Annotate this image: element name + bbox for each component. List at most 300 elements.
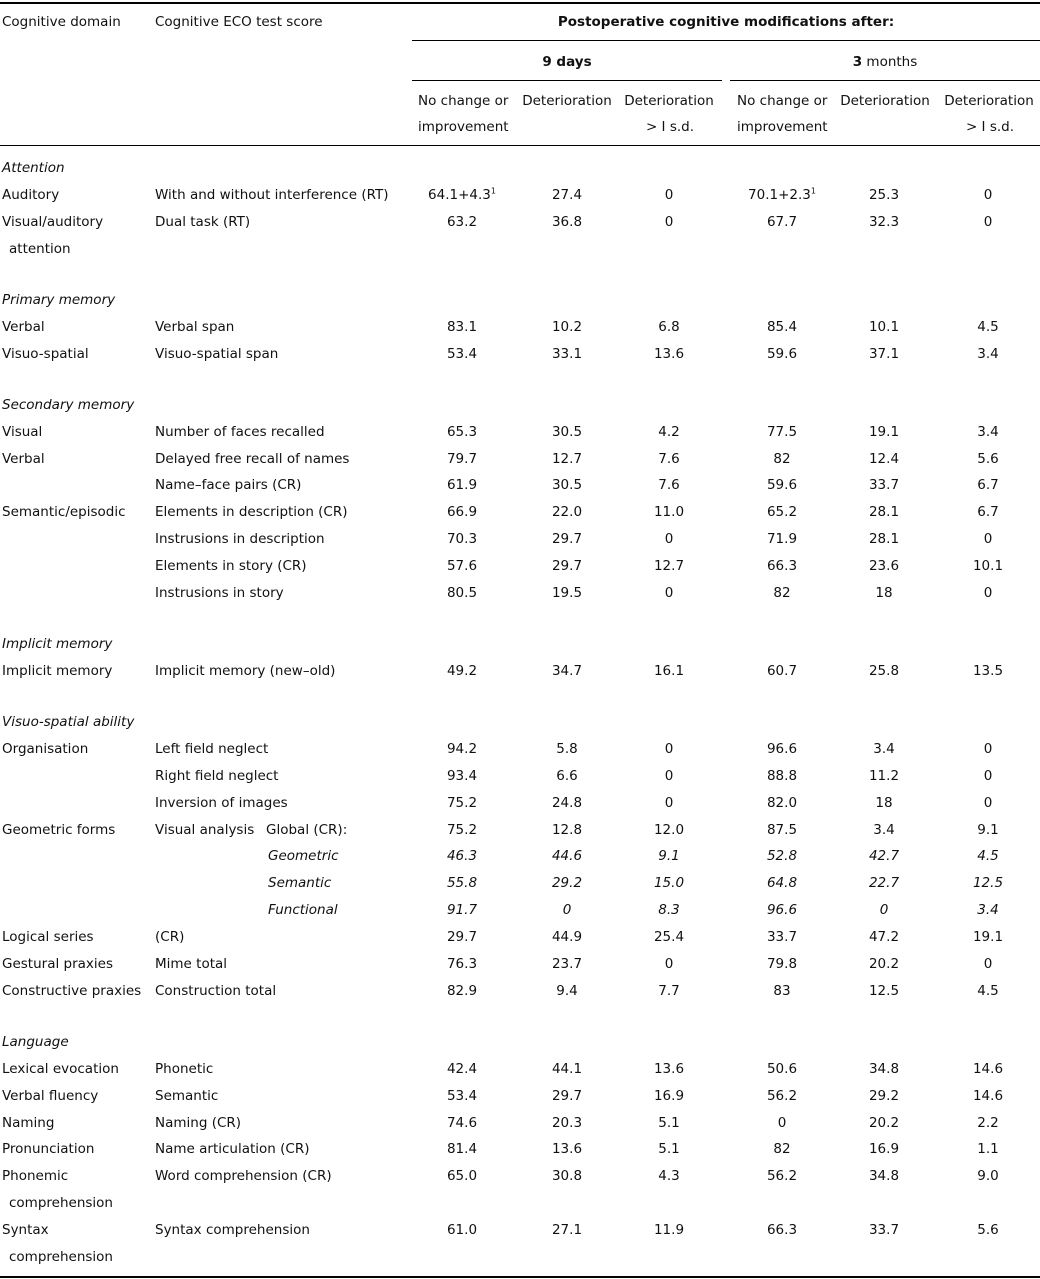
value-cell: [614, 187, 724, 203]
value-text: 9.1: [658, 848, 680, 864]
value-cell: [727, 346, 837, 362]
value-text: 0: [562, 902, 572, 918]
value-text: 75.2: [446, 795, 478, 811]
value-cell: [407, 1115, 517, 1131]
domain-cell: Implicit memory: [2, 663, 113, 679]
value-cell: [614, 424, 724, 440]
value-cell: [933, 902, 1040, 918]
value-text: 93.4: [446, 768, 478, 784]
value-text: 44.9: [551, 929, 583, 945]
value-cell: [512, 983, 622, 999]
value-cell: [727, 585, 837, 601]
value-text: 29.7: [551, 558, 583, 574]
value-cell: [933, 187, 1040, 203]
value-cell: [933, 822, 1040, 838]
value-text: 61.9: [446, 477, 478, 493]
domain-cell: Visual: [2, 424, 43, 440]
test-cell: Dual task (RT): [155, 214, 251, 230]
value-text: 16.1: [653, 663, 685, 679]
value-text: 3.4: [873, 741, 895, 757]
value-text: 5.1: [658, 1141, 680, 1157]
value-cell: [933, 424, 1040, 440]
test-cell: Implicit memory (new–old): [155, 663, 336, 679]
value-text: 10.1: [972, 558, 1004, 574]
value-text: 27.1: [551, 1222, 583, 1238]
section-label: Language: [2, 1034, 69, 1050]
value-text: 88.8: [766, 768, 798, 784]
value-text: 96.6: [766, 741, 798, 757]
value-text: 12.8: [551, 822, 583, 838]
value-text: 61.0: [446, 1222, 478, 1238]
value-cell: [933, 504, 1040, 520]
domain-cell: Organisation: [2, 741, 89, 757]
section-heading: [0, 714, 1040, 730]
domain-cell: Constructive praxies: [2, 983, 142, 999]
value-cell: [512, 531, 622, 547]
table-row: [0, 795, 1040, 811]
value-text: 13.6: [653, 346, 685, 362]
value-cell: [829, 822, 939, 838]
value-cell: [933, 848, 1040, 864]
value-text: 11.0: [653, 504, 685, 520]
table-row: [0, 822, 1040, 838]
value-cell: [727, 795, 837, 811]
value-cell: [614, 741, 724, 757]
value-cell: [614, 822, 724, 838]
table-row: [0, 983, 1040, 999]
value-text: 4.5: [977, 848, 999, 864]
value-cell: [727, 983, 837, 999]
value-cell: [829, 663, 939, 679]
value-cell: [933, 319, 1040, 335]
domain-cell-continued: comprehension: [9, 1195, 113, 1211]
value-text: 0: [664, 795, 674, 811]
value-text: 57.6: [446, 558, 478, 574]
value-cell: [933, 558, 1040, 574]
value-cell: [727, 1088, 837, 1104]
value-cell: [512, 451, 622, 467]
value-cell: [614, 848, 724, 864]
value-text: 46.3: [446, 848, 478, 864]
value-text: 19.5: [551, 585, 583, 601]
table-row: [0, 902, 1040, 918]
value-cell: [407, 902, 517, 918]
value-text: 24.8: [551, 795, 583, 811]
value-cell: [407, 929, 517, 945]
test-subcategory-cell: Semantic: [268, 875, 332, 891]
value-text: 11.2: [868, 768, 900, 784]
value-cell: [933, 929, 1040, 945]
value-cell: [829, 1141, 939, 1157]
value-text: 6.7: [977, 504, 999, 520]
section-heading: [0, 636, 1040, 652]
value-text: 22.0: [551, 504, 583, 520]
value-cell: [512, 346, 622, 362]
value-cell: [614, 504, 724, 520]
value-text: 82: [773, 585, 791, 601]
value-cell: [407, 983, 517, 999]
value-cell: [614, 929, 724, 945]
value-cell: [829, 319, 939, 335]
value-cell: [407, 1061, 517, 1077]
value-text: 23.6: [868, 558, 900, 574]
value-text: 20.3: [551, 1115, 583, 1131]
value-cell: [614, 585, 724, 601]
header-detsd-2b: > I s.d.: [965, 119, 1014, 135]
value-text: 28.1: [868, 504, 900, 520]
value-text: 1.1: [977, 1141, 999, 1157]
value-cell: [829, 1061, 939, 1077]
section-label: Attention: [2, 160, 65, 176]
value-cell: [512, 504, 622, 520]
value-text: 0: [983, 531, 993, 547]
value-text: 29.7: [446, 929, 478, 945]
value-cell: [727, 768, 837, 784]
test-cell: Syntax comprehension: [155, 1222, 310, 1238]
header-cognitive-domain: Cognitive domain: [2, 14, 121, 30]
value-text: 29.2: [551, 875, 583, 891]
table-row: [0, 956, 1040, 972]
value-cell: [727, 956, 837, 972]
value-cell: [727, 902, 837, 918]
value-cell: [512, 424, 622, 440]
value-cell: [727, 848, 837, 864]
bottom-rule: [0, 1276, 1040, 1278]
value-cell: [933, 795, 1040, 811]
test-cell: Right field neglect: [155, 768, 279, 784]
value-cell: [829, 795, 939, 811]
value-text: 82: [773, 1141, 791, 1157]
value-text: 6.7: [977, 477, 999, 493]
value-cell: [614, 558, 724, 574]
value-cell: [407, 558, 517, 574]
value-text: 0: [664, 768, 674, 784]
header-detsd-1: Deterioration: [624, 93, 714, 109]
value-cell: [727, 1168, 837, 1184]
value-text: 12.5: [868, 983, 900, 999]
value-text: 34.7: [551, 663, 583, 679]
value-cell: [727, 451, 837, 467]
value-cell: [829, 848, 939, 864]
value-cell: [407, 741, 517, 757]
test-cell: Instrusions in description: [155, 531, 325, 547]
value-cell: [727, 741, 837, 757]
test-cell: Phonetic: [155, 1061, 214, 1077]
value-cell: [727, 214, 837, 230]
value-text: 25.4: [653, 929, 685, 945]
domain-cell: Lexical evocation: [2, 1061, 119, 1077]
value-cell: [727, 558, 837, 574]
domain-cell: Verbal fluency: [2, 1088, 99, 1104]
value-cell: [512, 822, 622, 838]
value-cell: [407, 477, 517, 493]
value-text: 12.5: [972, 875, 1004, 891]
test-cell: Instrusions in story: [155, 585, 284, 601]
value-text: 42.4: [446, 1061, 478, 1077]
value-text: 4.5: [977, 319, 999, 335]
header-test-score: Cognitive ECO test score: [155, 14, 323, 30]
value-cell: [614, 956, 724, 972]
value-cell: [727, 822, 837, 838]
value-cell: [829, 187, 939, 203]
test-cell: Elements in description (CR): [155, 504, 348, 520]
table-row: [0, 214, 1040, 257]
value-text: 56.2: [766, 1168, 798, 1184]
value-text: 7.6: [658, 451, 680, 467]
value-text: 33.7: [868, 477, 900, 493]
value-text: 71.9: [766, 531, 798, 547]
value-cell: [614, 346, 724, 362]
value-text: 64.1+4.3: [428, 187, 491, 203]
section-heading: [0, 160, 1040, 176]
value-cell: [727, 187, 837, 203]
table-row: [0, 1141, 1040, 1157]
domain-cell: Verbal: [2, 451, 45, 467]
test-cell: Visual analysis: [155, 822, 255, 838]
header-det-2: Deterioration: [840, 93, 930, 109]
table-row: [0, 663, 1040, 679]
value-text: 65.2: [766, 504, 798, 520]
value-text: 79.7: [446, 451, 478, 467]
test-cell: Inversion of images: [155, 795, 288, 811]
value-text: 0: [983, 187, 993, 203]
value-text: 12.7: [551, 451, 583, 467]
header-rule: [0, 145, 1040, 146]
value-text: 16.9: [868, 1141, 900, 1157]
value-text: 34.8: [868, 1168, 900, 1184]
domain-cell: Gestural praxies: [2, 956, 113, 972]
value-cell: [407, 424, 517, 440]
value-cell: [614, 795, 724, 811]
value-text: 18: [875, 585, 893, 601]
value-cell: [614, 319, 724, 335]
value-cell: [829, 768, 939, 784]
value-text: 82.0: [766, 795, 798, 811]
value-cell: [614, 983, 724, 999]
value-cell: [829, 1115, 939, 1131]
value-cell: [829, 558, 939, 574]
value-cell: [933, 585, 1040, 601]
value-text: 66.3: [766, 1222, 798, 1238]
value-text: 47.2: [868, 929, 900, 945]
value-text: 27.4: [551, 187, 583, 203]
test-cell: Construction total: [155, 983, 277, 999]
top-rule: [0, 2, 1040, 4]
value-cell: [933, 663, 1040, 679]
value-text: 5.8: [556, 741, 578, 757]
value-cell: [614, 451, 724, 467]
value-text: 36.8: [551, 214, 583, 230]
value-text: 53.4: [446, 346, 478, 362]
value-cell: [512, 1222, 622, 1238]
value-cell: [512, 319, 622, 335]
value-cell: [829, 1222, 939, 1238]
value-cell: [512, 558, 622, 574]
value-text: 59.6: [766, 346, 798, 362]
value-text: 50.6: [766, 1061, 798, 1077]
value-text: 25.3: [868, 187, 900, 203]
domain-cell: Geometric forms: [2, 822, 116, 838]
test-cell: Name–face pairs (CR): [155, 477, 302, 493]
value-text: 44.6: [551, 848, 583, 864]
table-row: [0, 848, 1040, 864]
value-cell: [829, 424, 939, 440]
value-cell: [614, 1168, 724, 1184]
value-cell: [727, 531, 837, 547]
value-text: 76.3: [446, 956, 478, 972]
value-text: 49.2: [446, 663, 478, 679]
value-text: 29.7: [551, 531, 583, 547]
value-text: 22.7: [868, 875, 900, 891]
header-period-9-days: 9 days: [542, 54, 592, 70]
group-rule: [412, 40, 1040, 41]
value-cell: [933, 1168, 1040, 1184]
value-cell: [829, 477, 939, 493]
section-heading: [0, 292, 1040, 308]
value-text: 0: [983, 214, 993, 230]
value-text: 65.0: [446, 1168, 478, 1184]
value-cell: [933, 477, 1040, 493]
test-cell: Semantic: [155, 1088, 219, 1104]
value-text: 32.3: [868, 214, 900, 230]
value-text: 23.7: [551, 956, 583, 972]
value-cell: [933, 1061, 1040, 1077]
domain-cell: Visual/auditory: [2, 214, 104, 230]
table-row: [0, 1088, 1040, 1104]
value-cell: [727, 477, 837, 493]
value-cell: [829, 983, 939, 999]
value-cell: [727, 1115, 837, 1131]
test-cell: With and without interference (RT): [155, 187, 389, 203]
value-text: 96.6: [766, 902, 798, 918]
test-cell: Naming (CR): [155, 1115, 242, 1131]
header-detsd-2: Deterioration: [944, 93, 1034, 109]
value-text: 12.4: [868, 451, 900, 467]
header-postoperative-group: Postoperative cognitive modifications after:: [557, 14, 895, 30]
value-text: 80.5: [446, 585, 478, 601]
value-text: 66.9: [446, 504, 478, 520]
value-cell: [407, 585, 517, 601]
value-cell: [407, 504, 517, 520]
value-cell: [829, 956, 939, 972]
value-text: 19.1: [972, 929, 1004, 945]
value-cell: [933, 531, 1040, 547]
value-cell: [933, 1222, 1040, 1238]
table-row: [0, 531, 1040, 547]
table-row: [0, 187, 1040, 203]
value-cell: [407, 768, 517, 784]
value-cell: [933, 346, 1040, 362]
value-text: 3.4: [977, 902, 999, 918]
value-text: 7.7: [658, 983, 680, 999]
value-text: 33.7: [766, 929, 798, 945]
value-cell: [407, 795, 517, 811]
table-row: [0, 558, 1040, 574]
value-text: 75.2: [446, 822, 478, 838]
value-cell: [727, 319, 837, 335]
value-text: 83.1: [446, 319, 478, 335]
header-nochange-1b: improvement: [418, 119, 509, 135]
test-cell: (CR): [155, 929, 185, 945]
value-cell: [407, 822, 517, 838]
value-cell: [727, 1141, 837, 1157]
table-row: [0, 1222, 1040, 1265]
value-text: 37.1: [868, 346, 900, 362]
table-row: [0, 585, 1040, 601]
domain-cell: Verbal: [2, 319, 45, 335]
value-cell: [407, 875, 517, 891]
value-cell: [512, 477, 622, 493]
domain-cell-continued: attention: [9, 241, 71, 257]
value-text: 10.2: [551, 319, 583, 335]
value-text: 5.6: [977, 451, 999, 467]
value-cell: [512, 1115, 622, 1131]
test-cell: Delayed free recall of names: [155, 451, 350, 467]
value-text: 14.6: [972, 1088, 1004, 1104]
section-label: Visuo-spatial ability: [2, 714, 135, 730]
value-text: 9.4: [556, 983, 578, 999]
value-cell: [512, 1088, 622, 1104]
value-text: 0: [664, 531, 674, 547]
table-row: [0, 477, 1040, 493]
value-text: 4.5: [977, 983, 999, 999]
value-cell: [829, 585, 939, 601]
value-cell: [933, 983, 1040, 999]
test-cell: Visuo-spatial span: [155, 346, 279, 362]
value-cell: [512, 187, 622, 203]
value-text: 18: [875, 795, 893, 811]
value-cell: [933, 768, 1040, 784]
value-cell: [727, 875, 837, 891]
value-cell: [727, 929, 837, 945]
value-text: 63.2: [446, 214, 478, 230]
value-cell: [614, 531, 724, 547]
period-2-rule: [730, 80, 1040, 81]
value-text: 91.7: [446, 902, 478, 918]
value-cell: [407, 346, 517, 362]
value-text: 74.6: [446, 1115, 478, 1131]
table-row: [0, 451, 1040, 467]
value-text: 11.9: [653, 1222, 685, 1238]
value-text: 77.5: [766, 424, 798, 440]
value-cell: [407, 956, 517, 972]
value-text: 30.8: [551, 1168, 583, 1184]
value-text: 0: [664, 187, 674, 203]
value-text: 4.3: [658, 1168, 680, 1184]
table-row: [0, 1061, 1040, 1077]
domain-cell: Phonemic: [2, 1168, 69, 1184]
test-cell: Name articulation (CR): [155, 1141, 310, 1157]
value-cell: [512, 768, 622, 784]
test-cell: Word comprehension (CR): [155, 1168, 332, 1184]
value-text: 0: [664, 741, 674, 757]
table-row: [0, 768, 1040, 784]
value-cell: [614, 663, 724, 679]
table-row: [0, 1168, 1040, 1211]
section-label: Primary memory: [2, 292, 116, 308]
test-cell: Number of faces recalled: [155, 424, 325, 440]
value-cell: [512, 902, 622, 918]
value-text: 3.4: [977, 346, 999, 362]
value-cell: [512, 1061, 622, 1077]
header-nochange-2: No change or: [737, 93, 828, 109]
value-text: 10.1: [868, 319, 900, 335]
value-text: 0: [983, 956, 993, 972]
value-cell: [614, 1061, 724, 1077]
value-cell: [829, 346, 939, 362]
value-text: 0: [777, 1115, 787, 1131]
header-det-1: Deterioration: [522, 93, 612, 109]
